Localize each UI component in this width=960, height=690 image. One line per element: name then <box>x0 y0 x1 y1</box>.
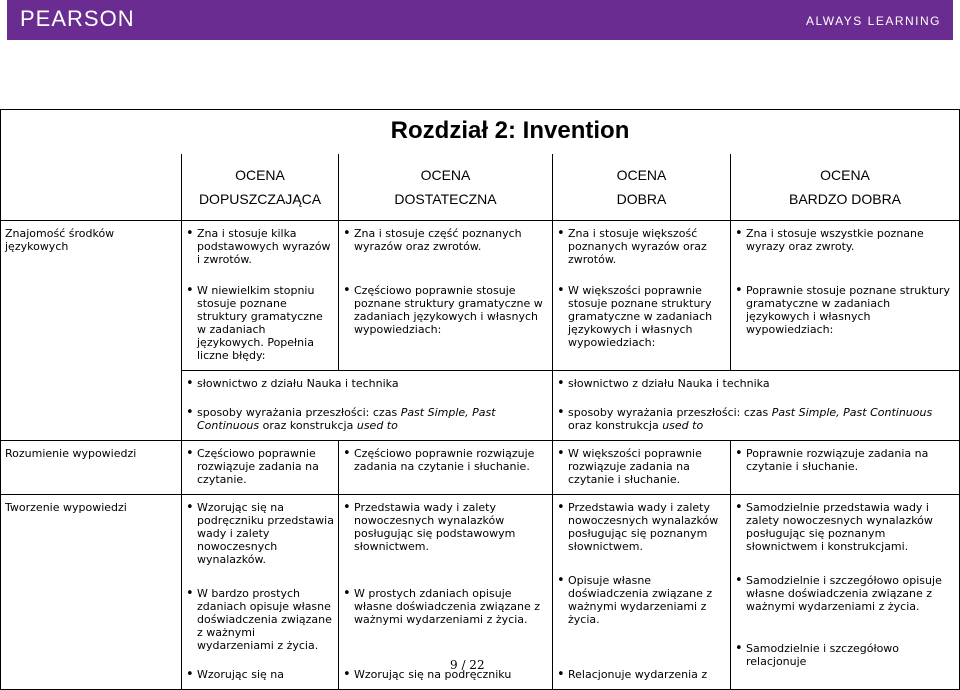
row-label: Tworzenie wypowiedzi <box>1 495 182 690</box>
list-item: • Przedstawia wady i zalety nowoczesnych wynalazków posługując się poznanym słownictwem. <box>557 501 726 553</box>
list-item: • Relacjonuje wydarzenia z <box>557 668 726 681</box>
list-item: • Poprawnie rozwiązuje zadania na czytanie i słuchanie. <box>735 447 955 473</box>
cell <box>553 495 731 690</box>
list-item: • Wzorując się na podręczniku przedstawia wady i zalety nowoczesnych wynalazków. <box>186 501 334 566</box>
page-number: 9 / 22 <box>450 658 485 672</box>
header-empty-cell <box>1 154 182 221</box>
cell <box>182 221 339 371</box>
cell <box>731 221 960 371</box>
cell <box>553 221 731 371</box>
grade-header-2: OCENA DOSTATECZNA <box>339 154 553 221</box>
grade-header-1: OCENA DOPUSZCZAJĄCA <box>182 154 339 221</box>
page-title: Rozdział 2: Invention <box>390 116 630 144</box>
grade-header-3: OCENA DOBRA <box>553 154 731 221</box>
cell <box>182 371 553 441</box>
list-item: • Poprawnie stosuje poznane struktury gramatyczne w zadaniach językowych i własnych wypowiedziach: <box>735 284 955 336</box>
cell <box>182 441 339 495</box>
cell <box>339 441 553 495</box>
cell <box>339 221 553 371</box>
cell <box>553 441 731 495</box>
list-item: • słownictwo z działu Nauka i technika <box>557 377 955 390</box>
list-item: • Zna i stosuje wszystkie poznane wyrazy oraz zwroty. <box>735 227 955 253</box>
cell <box>731 495 960 690</box>
row-srodki-jezykowe <box>1 221 960 371</box>
list-item: • Częściowo poprawnie rozwiązuje zadania na czytanie. <box>186 447 334 486</box>
pearson-logo: PEARSON <box>20 6 135 31</box>
list-item: • W bardzo prostych zdaniach opisuje własne doświadczenia związane z ważnymi wydarzeniami z życia. <box>186 587 334 652</box>
tagline: ALWAYS LEARNING <box>806 14 941 28</box>
list-item: • Samodzielnie i szczegółowo relacjonuje <box>735 642 955 668</box>
list-item: • Samodzielnie przedstawia wady i zalety nowoczesnych wynalazków posługując się poznanym słownictwem i konstrukcjami. <box>735 501 955 553</box>
list-item: • W większości poprawnie stosuje poznane struktury gramatyczne w zadaniach językowych i własnych wypowiedziach: <box>557 284 726 349</box>
list-item: • W większości poprawnie rozwiązuje zadania na czytanie i słuchanie. <box>557 447 726 486</box>
cell <box>182 495 339 690</box>
list-item: • Częściowo poprawnie stosuje poznane struktury gramatyczne w zadaniach językowych i własnych wypowiedziach: <box>343 284 548 336</box>
list-item: • Przedstawia wady i zalety nowoczesnych wynalazków posługując się podstawowym słownictwem. <box>343 501 548 553</box>
cell <box>553 371 960 441</box>
row-rozumienie <box>1 441 960 495</box>
cell <box>731 441 960 495</box>
header-bar <box>7 0 953 40</box>
grade-header-row <box>1 154 960 221</box>
list-item: • W prostych zdaniach opisuje własne doświadczenia związane z ważnymi wydarzeniami z życia. <box>343 587 548 626</box>
cell <box>339 495 553 690</box>
list-item: • Wzorując się na <box>186 668 334 681</box>
grade-header-4: OCENA BARDZO DOBRA <box>731 154 960 221</box>
grading-table <box>0 109 960 690</box>
list-item: • sposoby wyrażania przeszłości: czas Past Simple, Past Continuous oraz konstrukcja used to <box>186 406 548 432</box>
row-label: Znajomość środków językowych <box>1 221 182 441</box>
list-item: • Opisuje własne doświadczenia związane z ważnymi wydarzeniami z życia. <box>557 574 726 626</box>
list-item: • słownictwo z działu Nauka i technika <box>186 377 548 390</box>
title-cell <box>1 110 960 155</box>
list-item: • Zna i stosuje część poznanych wyrazów oraz zwrotów. <box>343 227 548 253</box>
list-item: • Wzorując się na podręczniku <box>343 668 548 681</box>
list-item: • sposoby wyrażania przeszłości: czas Past Simple, Past Continuous oraz konstrukcja used to <box>557 406 955 432</box>
row-label: Rozumienie wypowiedzi <box>1 441 182 495</box>
list-item: • W niewielkim stopniu stosuje poznane struktury gramatyczne w zadaniach językowych. Popełnia liczne błędy: <box>186 284 334 362</box>
list-item: • Samodzielnie i szczegółowo opisuje własne doświadczenia związane z ważnymi wydarzeniami z życia. <box>735 574 955 613</box>
list-item: • Zna i stosuje większość poznanych wyrazów oraz zwrotów. <box>557 227 726 266</box>
list-item: • Częściowo poprawnie rozwiązuje zadania na czytanie i słuchanie. <box>343 447 548 473</box>
list-item: • Zna i stosuje kilka podstawowych wyrazów i zwrotów. <box>186 227 334 266</box>
